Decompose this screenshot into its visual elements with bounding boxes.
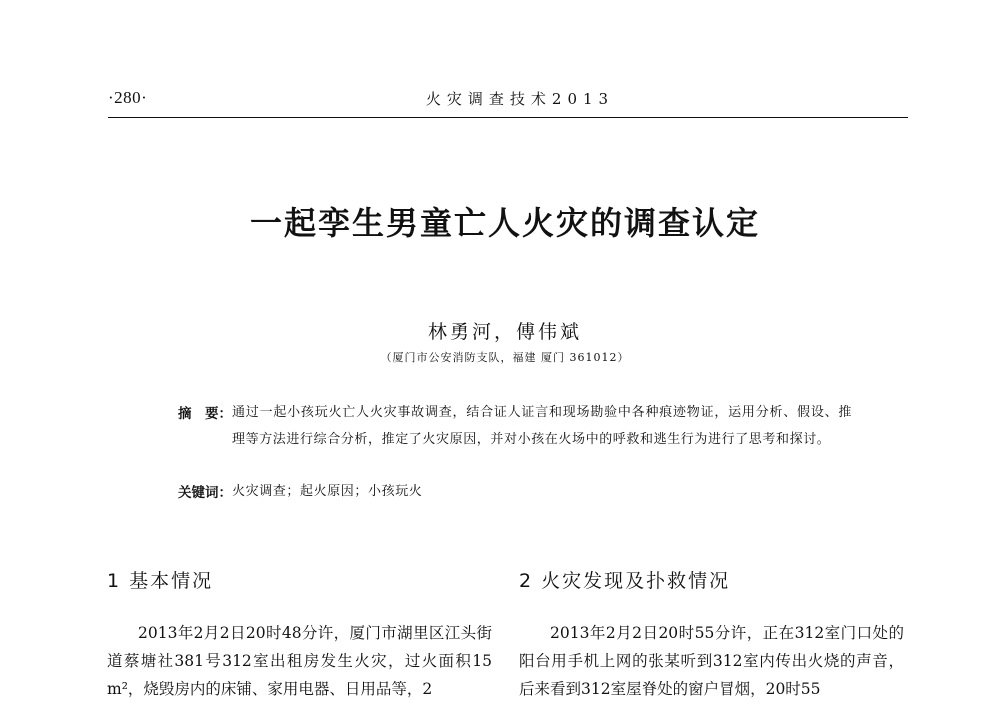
keywords-text: 火灾调查；起火原因；小孩玩火 [232,484,423,499]
affiliation: （厦门市公安消防支队，福建 厦门 361012） [380,351,630,364]
page-number: ·280· [108,88,148,107]
section-text-basic-situation: 2013年2月2日20时48分许，厦门市湖里区江头街道蔡塘社381号312室出租房发生火灾，过火面积15 m²，烧毁房内的床铺、家用电器、日用品等，2 [107,624,492,698]
header-rule [108,117,908,118]
abstract-label: 摘 要： [178,406,232,422]
section-text-fire-discovery: 2013年2月2日20时55分许，正在312室门口处的阳台用手机上网的张某听到312室内传出火烧的声音，后来看到312室屋脊处的窗户冒烟，20时55 [519,624,904,698]
paper-title: 一起孪生男童亡人火灾的调查认定 [249,204,760,242]
section-heading-basic-situation: 1 基本情况 [107,570,214,592]
section-heading-fire-discovery: 2 火灾发现及扑救情况 [519,570,731,592]
keywords-label: 关键词： [178,485,232,501]
running-head: 火灾调查技术2013 [425,90,615,108]
abstract-text: 通过一起小孩玩火亡人火灾事故调查，结合证人证言和现场勘验中各种痕迹物证，运用分析、假设、推理等方法进行综合分析，推定了火灾原因，并对小孩在火场中的呼救和逃生行为进行了思考和探讨。 [232,405,852,447]
authors: 林勇河，傅伟斌 [427,321,582,343]
